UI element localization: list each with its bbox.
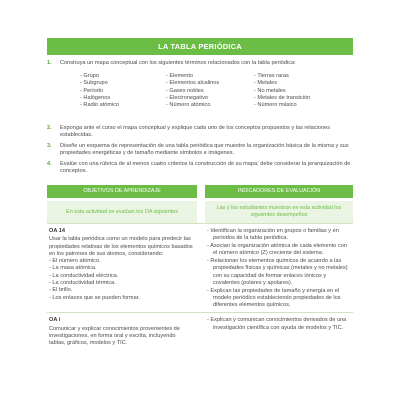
list-item: - La conductividad eléctrica. (49, 272, 119, 279)
terms-column-3 (254, 73, 310, 109)
list-item: - El número atómico. (49, 258, 101, 265)
term: - Número másico (254, 102, 297, 109)
question-text: Construya un mapa conceptual con los siguientes términos relacionados con la tabla periódica: (60, 60, 296, 66)
subheader-objectives: En esta actividad se evalúan los OA siguientes (47, 201, 197, 224)
list-item: - La conductividad térmica. (49, 280, 116, 287)
term: - Metales (254, 80, 278, 87)
indicator-item: - Asocian la organización atómica de cada elemento con el número atómico (Z) creciente del sistema. (207, 243, 347, 257)
terms-column-2 (166, 73, 219, 109)
oa-text: Comunicar y explicar conocimientos provenientes de investigaciones, en forma oral y escrita, incluyendo tablas, gráficos, modelos y TIC. (49, 325, 180, 347)
list-item: - La masa atómica. (49, 265, 97, 272)
term: - Elemento (166, 73, 194, 79)
indicators-cell (205, 224, 353, 313)
term: - No metales (254, 87, 286, 94)
list-item: - El brillo. (49, 287, 73, 294)
term: - Halógenos (80, 94, 111, 101)
table-row (47, 224, 353, 313)
term: - Elementos alcalinos (166, 80, 220, 87)
question-text: Diseñe un esquema de representación de una tabla periódica que muestre la organización básica de la misma y sus propiedades energéticas y de tamaño mediante símbolos e imágenes. (60, 143, 349, 157)
oa-text: Usar la tabla periódica como un modelo para predecir las propiedades relativas de los elementos químicos basados en los patrones de sus átomos, considerando: (49, 236, 193, 257)
term: - Electronegativo (166, 94, 208, 101)
term: - Grupo (80, 73, 99, 79)
terms-column-1 (80, 73, 119, 109)
list-item: - Los enlaces que se pueden formar. (49, 294, 140, 301)
oa-list (49, 258, 193, 302)
oa-title: OA 14 (49, 228, 65, 234)
table-row (47, 313, 353, 350)
page-title: LA TABLA PERIÓDICA (47, 38, 353, 55)
header-objectives: OBJETIVOS DE APRENDIZAJE (47, 185, 197, 198)
term: - Tierras raras (254, 73, 289, 79)
subheader-indicators: Las y los estudiantes muestran en esta actividad los siguientes desempeños (205, 201, 353, 224)
indicators-cell (205, 313, 353, 350)
term: - Período (80, 87, 104, 94)
header-indicators: INDICADORES DE EVALUACIÓN (205, 185, 353, 198)
oa-title: OA i (49, 317, 61, 324)
term: - Número atómico (166, 102, 211, 109)
question-text: Evalúe con una rúbrica de al menos cuatro criterios la construcción de su mapa; debe considerar la jerarquización de conceptos. (60, 161, 351, 175)
evaluation-table (47, 185, 353, 349)
objective-cell (47, 224, 197, 313)
objective-cell (47, 313, 197, 350)
term: - Metales de transición (254, 94, 311, 101)
indicator-item: - Relacionan los elementos químicos de acuerdo a las propiedades físicas y químicas (metales y no metales) con su capacidad de formar enlaces iónicos y covalentes (polares y apolares). (207, 258, 348, 287)
question-number: 3. (47, 143, 52, 149)
indicator-item: - Explican y comunican conocimientos derivados de una investigación científica con ayuda de modelos y TIC. (207, 317, 347, 331)
term: - Gases nobles (166, 87, 204, 94)
indicator-item: - Explican las propiedades de tamaño y energía en el modelo periódico estableciendo propiedades de los diferentes elementos químicos. (207, 287, 341, 309)
question-number: 1. (47, 60, 52, 66)
question-number: 4. (47, 161, 52, 167)
question-text: Exponga ante el curso el mapa conceptual y explique cada uno de los conceptos propuestos y las relaciones establecidas. (60, 125, 330, 139)
term: - Radio atómico (80, 102, 120, 109)
term: - Subgrupo (80, 80, 108, 87)
indicator-item: - Identifican la organización en grupos o familias y en períodos de la tabla periódica. (207, 228, 339, 242)
question-number: 2. (47, 125, 52, 131)
